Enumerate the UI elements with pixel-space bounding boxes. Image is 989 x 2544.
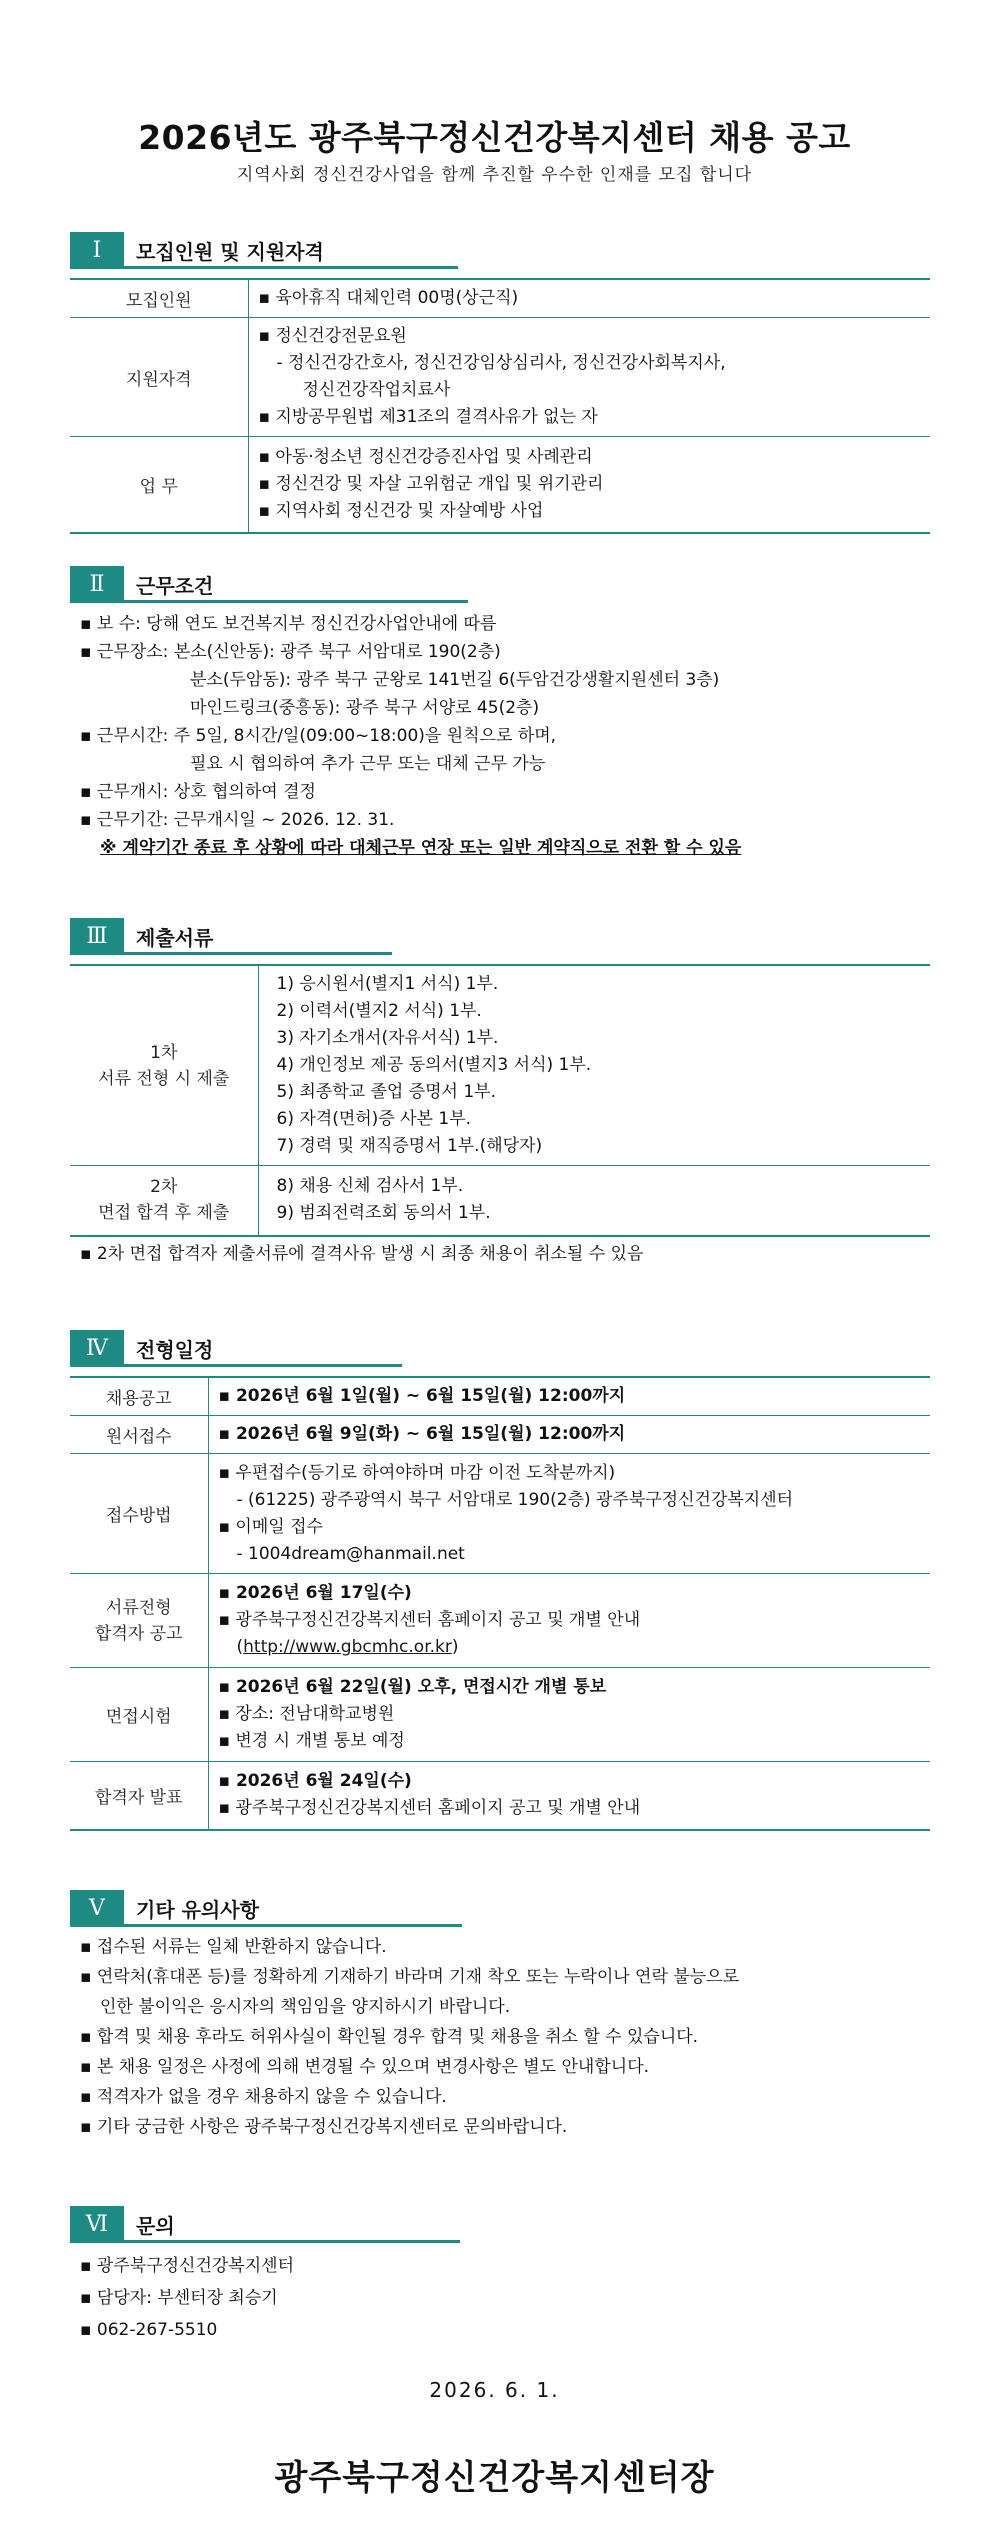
section-6-header	[70, 2206, 175, 2242]
table-row	[70, 1166, 930, 1236]
table-row	[70, 1416, 930, 1454]
contract-note: ※ 계약기간 종료 후 상황에 따라 대체근무 연장 또는 일반 계약직으로 전환 할 수 있음	[100, 838, 742, 858]
notice-item: 인한 불이익은 응시자의 책임임을 양지하시기 바랍니다.	[100, 1997, 511, 2017]
section-3-header	[70, 918, 213, 954]
document-item: 3) 자기소개서(자유서식) 1부.	[276, 1028, 499, 1048]
section-title: 전형일정	[136, 1337, 214, 1362]
signature: 광주북구정신건강복지센터장	[274, 2458, 715, 2498]
document-item: 1) 응시원서(별지1 서식) 1부.	[276, 974, 499, 994]
note-line: ▪ 2차 면접 합격자 제출서류에 결격사유 발생 시 최종 채용이 취소될 수 있음	[80, 1244, 644, 1264]
notice-list	[80, 1932, 739, 2142]
condition-line: ▪ 근무기간: 근무개시일 ~ 2026. 12. 31.	[80, 810, 395, 830]
schedule-line: ▪ 2026년 6월 24일(수)	[218, 1771, 412, 1792]
section-underline	[70, 266, 458, 269]
page-title: 2026년도 광주북구정신건강복지센터 채용 공고	[138, 118, 851, 157]
row-line: ▪ 지방공무원법 제31조의 결격사유가 없는 자	[258, 407, 598, 427]
condition-line: ▪ 보 수: 당해 연도 보건복지부 정신건강사업안내에 따름	[80, 614, 497, 634]
notice-item: ▪ 본 채용 일정은 사정에 의해 변경될 수 있으며 변경사항은 별도 안내합니다.	[80, 2057, 650, 2077]
row-label: 모집인원	[125, 291, 192, 311]
condition-line: ▪ 근무장소: 본소(신안동): 광주 북구 서암대로 190(2층)	[80, 642, 501, 662]
row-label: 업 무	[139, 476, 178, 497]
section-title: 근무조건	[136, 573, 214, 598]
recruitment-table	[70, 278, 930, 534]
condition-line: 필요 시 협의하여 추가 근무 또는 대체 근무 가능	[190, 754, 546, 774]
section-underline	[70, 1924, 462, 1927]
section-underline	[70, 2240, 460, 2243]
condition-line: 마인드링크(중흥동): 광주 북구 서양로 45(2층)	[190, 698, 540, 718]
schedule-line: ▪ 변경 시 개별 통보 예정	[218, 1731, 405, 1751]
announcement-date: 2026. 6. 1.	[429, 2378, 560, 2402]
row-label: 접수방법	[105, 1506, 172, 1526]
row-label: 지원자격	[125, 369, 192, 390]
schedule-line: ▪ 2026년 6월 17일(수)	[218, 1583, 412, 1603]
label-line: 2차	[150, 1177, 178, 1198]
section-title: 문의	[136, 2213, 175, 2238]
label-line: 면접 합격 후 제출	[98, 1203, 230, 1224]
schedule-line: - (61225) 광주광역시 북구 서암대로 190(2층) 광주북구정신건강복지센터	[236, 1489, 794, 1510]
condition-line: 분소(두암동): 광주 북구 군왕로 141번길 6(두암건강생활지원센터 3층)	[190, 670, 720, 690]
schedule-line: ▪ 광주북구정신건강복지센터 홈페이지 공고 및 개별 안내	[218, 1610, 641, 1630]
row-line: 정신건강작업치료사	[302, 380, 451, 400]
table-row	[70, 1668, 930, 1762]
document-item: 7) 경력 및 재직증명서 1부.(해당자)	[276, 1136, 543, 1156]
section-underline	[70, 952, 392, 955]
row-value	[248, 437, 930, 533]
table-row	[70, 279, 930, 318]
contact-item: ▪ 광주북구정신건강복지센터	[80, 2256, 294, 2276]
row-value	[258, 965, 930, 1166]
schedule-line: ▪ 장소: 전남대학교병원	[218, 1704, 395, 1724]
notice-item: ▪ 기타 궁금한 사항은 광주북구정신건강복지센터로 문의바랍니다.	[80, 2117, 568, 2137]
section-5-header	[70, 1890, 259, 1926]
row-value	[258, 1166, 930, 1236]
row-label	[70, 1574, 208, 1668]
row-value	[248, 279, 930, 318]
page-subtitle: 지역사회 정신건강사업을 함께 추진할 우수한 인재를 모집 합니다	[236, 165, 753, 185]
row-value	[208, 1668, 930, 1762]
schedule-line: ▪ 광주북구정신건강복지센터 홈페이지 공고 및 개별 안내	[218, 1798, 641, 1819]
row-value	[248, 318, 930, 437]
notice-item: ▪ 연락처(휴대폰 등)를 정확하게 기재하기 바라며 기재 착오 또는 누락이나 연락 불능으로	[80, 1967, 739, 1987]
section-title: 모집인원 및 지원자격	[136, 239, 324, 264]
notice-item: ▪ 접수된 서류는 일체 반환하지 않습니다.	[80, 1937, 387, 1957]
schedule-line: ▪ 2026년 6월 9일(화) ~ 6월 15일(월) 12:00까지	[218, 1424, 626, 1444]
row-label: 면접시험	[105, 1707, 172, 1727]
work-conditions	[80, 610, 741, 862]
condition-line: ▪ 근무개시: 상호 협의하여 결정	[80, 782, 316, 802]
schedule-line: ▪ 2026년 6월 1일(월) ~ 6월 15일(월) 12:00까지	[218, 1386, 626, 1406]
row-value	[208, 1762, 930, 1830]
table-row	[70, 318, 930, 437]
document-item: 9) 범죄전력조회 동의서 1부.	[276, 1203, 491, 1224]
section-2-header	[70, 566, 213, 602]
schedule-line: ▪ 2026년 6월 22일(월) 오후, 면접시간 개별 통보	[218, 1677, 607, 1697]
document-item: 6) 자격(면허)증 사본 1부.	[276, 1109, 472, 1129]
table-row	[70, 965, 930, 1166]
row-line: ▪ 정신건강전문요원	[258, 326, 407, 346]
row-value: ▪ 2026년 6월 17일(수) ▪ 광주북구정신건강복지센터 홈페이지 공고 및 개별 안내 (http://www.gbcmhc.or.kr)	[208, 1574, 930, 1668]
document-item: 4) 개인정보 제공 동의서(별지3 서식) 1부.	[276, 1055, 592, 1075]
section-number: Ⅰ	[70, 232, 124, 268]
contact-item: ▪ 담당자: 부센터장 최승기	[80, 2288, 278, 2308]
section-underline	[70, 600, 468, 603]
section-4-header	[70, 1330, 213, 1366]
condition-line: ▪ 근무시간: 주 5일, 8시간/일(09:00~18:00)을 원칙으로 하며,	[80, 726, 557, 746]
label-line: 1차	[150, 1042, 178, 1063]
row-line: ▪ 육아휴직 대체인력 00명(상근직)	[258, 288, 519, 308]
homepage-link[interactable]: http://www.gbcmhc.or.kr	[243, 1637, 452, 1657]
table-row	[70, 1574, 930, 1668]
section-number: Ⅱ	[70, 566, 124, 602]
row-line: ▪ 아동·청소년 정신건강증진사업 및 사례관리	[258, 446, 593, 467]
row-label: 합격자 발표	[94, 1787, 183, 1808]
row-label: 원서접수	[105, 1427, 172, 1447]
table-row	[70, 437, 930, 533]
contact-list	[80, 2250, 294, 2346]
document-item: 5) 최종학교 졸업 증명서 1부.	[276, 1082, 497, 1102]
row-label	[70, 965, 258, 1166]
label-line: 합격자 공고	[94, 1623, 183, 1644]
notice-item: ▪ 합격 및 채용 후라도 허위사실이 확인될 경우 합격 및 채용을 취소 할 수 있습니다.	[80, 2027, 699, 2047]
section-number: Ⅲ	[70, 918, 124, 954]
section-title: 기타 유의사항	[136, 1897, 259, 1922]
contact-item: ▪ 062-267-5510	[80, 2320, 218, 2340]
schedule-line: - 1004dream@hanmail.net	[236, 1543, 465, 1564]
section-number: Ⅵ	[70, 2206, 124, 2242]
row-line: ▪ 지역사회 정신건강 및 자살예방 사업	[258, 500, 544, 521]
row-value	[208, 1416, 930, 1454]
documents-table	[70, 964, 930, 1237]
row-label	[70, 1166, 258, 1236]
section-number: Ⅴ	[70, 1890, 124, 1926]
row-line: - 정신건강간호사, 정신건강임상심리사, 정신건강사회복지사,	[276, 353, 726, 373]
document-item: 2) 이력서(별지2 서식) 1부.	[276, 1001, 482, 1021]
section-underline	[70, 1364, 402, 1367]
section-1-header	[70, 232, 324, 268]
row-label: 채용공고	[105, 1389, 172, 1409]
row-value	[208, 1454, 930, 1574]
documents-note	[80, 1240, 643, 1268]
section-title: 제출서류	[136, 925, 214, 950]
row-line: ▪ 정신건강 및 자살 고위험군 개입 및 위기관리	[258, 473, 604, 494]
section-number: Ⅳ	[70, 1330, 124, 1366]
schedule-table	[70, 1376, 930, 1831]
table-row	[70, 1762, 930, 1830]
schedule-line: ▪ 이메일 접수	[218, 1516, 323, 1537]
table-row	[70, 1454, 930, 1574]
label-line: 서류전형	[105, 1597, 172, 1618]
table-row	[70, 1377, 930, 1416]
schedule-line: ▪ 우편접수(등기로 하여야하며 마감 이전 도착분까지)	[218, 1462, 616, 1483]
notice-item: ▪ 적격자가 없을 경우 채용하지 않을 수 있습니다.	[80, 2087, 447, 2107]
label-line: 서류 전형 시 제출	[98, 1068, 230, 1089]
row-value	[208, 1377, 930, 1416]
document-item: 8) 채용 신체 검사서 1부.	[276, 1176, 464, 1197]
